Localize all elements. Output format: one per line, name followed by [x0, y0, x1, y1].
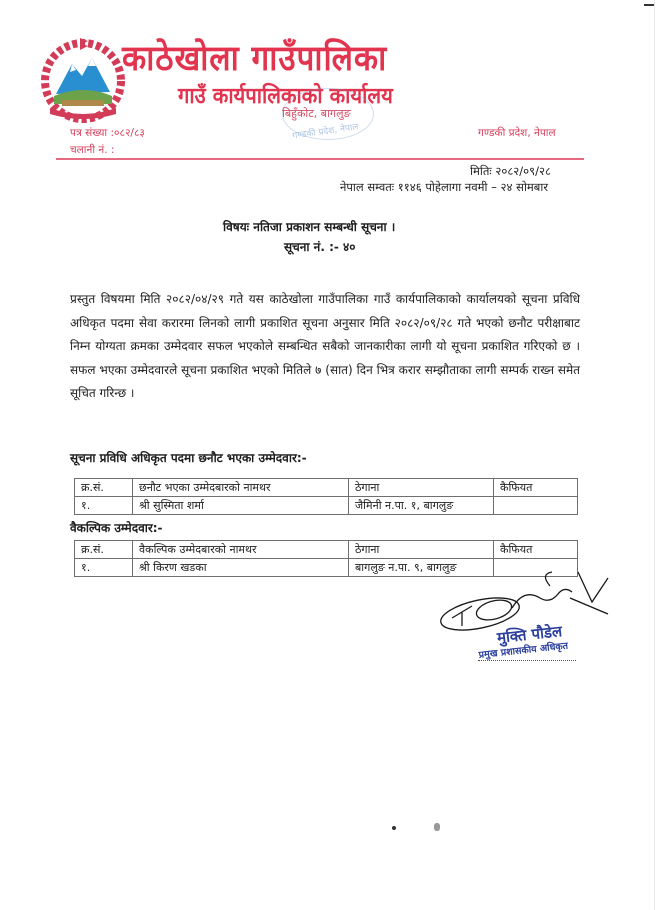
nepal-emblem-logo: [36, 34, 130, 128]
selected-candidates-heading: सूचना प्रविधि अधिकृत पदमा छनौट भएका उम्मेदवार:-: [70, 451, 307, 465]
signatory-designation: प्रमुख प्रशासकीय अधिकृत: [478, 640, 569, 661]
column-header-address: ठेगाना: [349, 541, 494, 559]
scan-speck: [392, 826, 396, 830]
cell-serial: १.: [75, 497, 133, 515]
column-header-name: छनौट भएका उम्मेदबारको नामथर: [133, 479, 349, 497]
cell-address: जैमिनी न.पा. १, बागलुङ: [349, 497, 494, 515]
cell-remarks: [494, 497, 578, 515]
column-header-serial: क्र.सं.: [75, 541, 133, 559]
column-header-name: वैकल्पिक उम्मेदबारको नामथर: [133, 541, 349, 559]
nepal-samvat-date: नेपाल सम्वतः ११४६ पोहेलागा नवमी – २४ सोमबार: [340, 180, 549, 194]
province-label: गण्डकी प्रदेश, नेपाल: [478, 127, 556, 139]
signature-line: [478, 660, 576, 661]
cell-address: बागलुङ न.पा. ९, बागलुङ: [349, 559, 494, 577]
notice-number: सूचना नं. :- ४०: [284, 240, 356, 254]
table-header-row: [75, 479, 578, 497]
letterhead-divider: [56, 158, 584, 160]
column-header-remarks: कैफियत: [494, 479, 578, 497]
subject-line: विषयः नतिजा प्रकाशन सम्बन्धी सूचना ।: [223, 220, 396, 234]
letter-date: मितिः २०८२/०९/२८: [470, 164, 551, 178]
reference-number: पत्र संख्या :०८२/८३: [70, 127, 145, 139]
table-row: [75, 497, 578, 515]
office-address: बिहुँकोट, बागलुङ: [282, 107, 351, 120]
alternate-candidates-heading: वैकल्पिक उम्मेदवार:-: [70, 521, 163, 535]
municipality-name: काठेखोला गाउँपालिका: [122, 39, 388, 79]
column-header-remarks: कैफियत: [494, 541, 578, 559]
cell-name: श्री सुस्मिता शर्मा: [133, 497, 349, 515]
selected-candidates-table: [74, 478, 578, 515]
dispatch-number: चलानी नं. :: [70, 144, 115, 156]
page-corner-mark: [644, 4, 654, 6]
notice-body: प्रस्तुत विषयमा मिति २०८२/०४/२९ गते यस काठेखोला गाउँपालिका गाउँ कार्यपालिकाको कार्यालयको सूचना प्रविधि अधिकृत पदमा सेवा करारमा लिनको लागी प्रकाशित सूचना अनुसार मिति २०८२/०९/२८ गते भएको छनौट परीक्षाबाट निम्न योग्यता क्रमका उम्मेदवार सफल भएकोले सम्बन्धित सबैको जानकारीका लागी यो सूचना प्रकाशित गरिएको छ । सफल भएका उम्मेदवारले सूचना प्रकाशित भएको मितिले ७ (सात) दिन भित्र करार सम्झौताका लागी सम्पर्क राख्न समेत सूचित गरिन्छ ।: [70, 292, 580, 400]
cell-name: श्री किरण खडका: [133, 559, 349, 577]
scan-speck: [434, 823, 440, 831]
column-header-serial: क्र.सं.: [75, 479, 133, 497]
cell-serial: १.: [75, 559, 133, 577]
table-header-row: [75, 541, 578, 559]
signatory-name: मुक्ति पौडेल: [496, 622, 563, 647]
page-edge: [654, 0, 655, 910]
office-name: गाउँ कार्यपालिकाको कार्यालय: [178, 84, 393, 109]
stamp-text: गण्डकी प्रदेश, नेपाल: [291, 122, 360, 142]
column-header-address: ठेगाना: [349, 479, 494, 497]
